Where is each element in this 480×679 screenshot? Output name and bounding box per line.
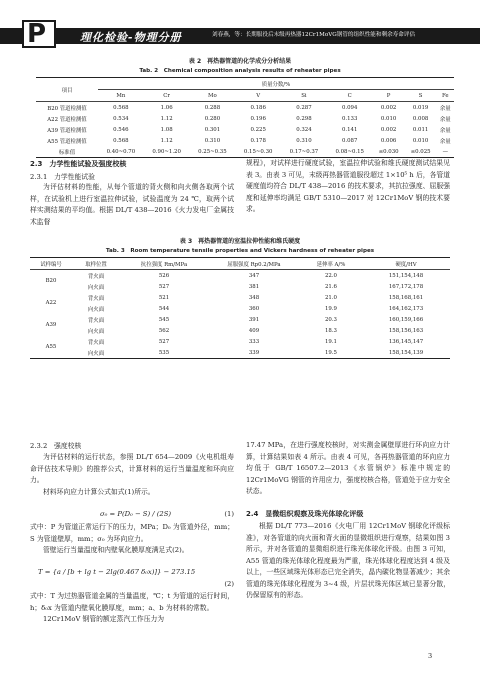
table-cell: 545 [158,316,170,323]
paragraph-2-3-2-a: 为评估材料的运行状态，参照 DL/T 654—2009《火电机组寿命评估技术导则》的推荐公式，计算材料的运行当量温度和环向应力。 材料环向应力计算公式如式(1)所示。 [30,453,234,496]
table-cell: 347 [248,272,260,279]
table-cell: 0.010 [380,115,397,122]
table-cell: 158,154,139 [388,349,424,356]
table-cell: 向火面 [87,284,105,291]
paragraph-right-bottom-a: 17.47 MPa，在进行强度校核时，对实测金属壁厚进行环向应力计算，计算结果如表 4 所示。由表 4 可见，各再热器管道的环向应力均低于 GB/T 16507.2—2013《水管锅炉》标准中规定的 12Cr1MoVG 钢管的许用应力，强度校核合格，管道处于应力安全状态。 [246,441,450,495]
table-cell: 0.178 [250,137,266,144]
table-cell: 0.133 [341,115,358,122]
table-cell: 背火面 [87,317,105,324]
table-cell: 0.288 [204,104,221,111]
table-cell: 0.568 [113,137,129,144]
table-cell: 余量 [439,105,451,112]
table-cell: 0.534 [113,115,129,122]
table2-column-header: Fe [441,92,449,99]
sample-id: B20 [45,278,57,284]
section-heading-2-3: 2.3 力学性能试验及强度校核 [30,160,127,168]
table2-column-header: Cr [163,92,170,99]
table3-column-header: 屈服强度 Rp0.2/MPa [208,258,300,270]
paragraph-2-3-2-c: 式中：T 为过热器管道金属的当量温度，℃；t 为管道的运行时间，h；δ₀x 为管道内壁氧化膜厚度，mm；a、b 为材料的常数。 12Cr1MoV 钢管的额定蒸汽工作压力为 [30,592,234,623]
table3-column-header: 延伸率 A/% [300,258,362,270]
table-cell: 0.087 [341,137,358,144]
table-cell: ≤0.030 [378,148,399,155]
formula-1: σ₀ = P(D₀ − S) / (2S) (1) [100,510,234,518]
running-header: 刘春燕，等：长期服役后末级再热器12Cr1MoVG钢管的组织性能和剩余寿命评估 [212,32,416,38]
table-cell: 0.324 [296,126,312,133]
formula-2: T = {a / [b + lg t − 2lg(0.467 δ₀x)]} − 273.15 [38,568,196,576]
table-cell: 333 [248,338,260,345]
table-cell: 余量 [439,138,451,145]
table-row [30,292,450,303]
table-row [36,135,454,146]
table-cell: 381 [248,283,260,290]
journal-logo: P [22,20,56,48]
table-cell: 160,159,166 [388,316,424,323]
paragraph-2-3-1: 为评估材料的性能，从每个管道的背火侧和向火侧各取两个试样，在试验机上进行室温拉伸试验，试验温度为 24 ℃，取两个试样实测结果的平均值。根据 DL/T 438—2016《火力发电厂金属技术监督 [30,183,234,226]
sample-id: A39 [45,322,57,328]
table-cell: 1.08 [160,126,173,133]
table-cell: 535 [158,349,170,356]
paragraph-right-top: 规程》，对试样进行硬度试验，室温拉伸试验和维氏硬度测试结果见表 3。由表 3 可见，末级再热器管道服役超过 1×10⁵ h 后，各管道硬度值均符合 DL/T 438—2016 的技术要求，其抗拉强度、屈服强度和延伸率均满足 GB/T 5310—2017 对 12Cr1MoV 钢的技术要求。 [246,159,450,213]
table2-column-header: S [418,92,423,99]
table2-column-header: Mo [208,92,217,99]
table-row [36,102,454,114]
table-cell: 21.6 [324,283,337,290]
table-cell: 0.186 [250,104,266,111]
table-cell: 562 [158,327,170,334]
row-label: A55 管道检测值 [47,138,87,145]
table-cell: 0.25~0.35 [198,148,227,155]
table-cell: 0.546 [113,126,129,133]
table2-caption-en: Tab. 2 Chemical composition analysis results of reheater pipes [139,68,341,74]
table-row [36,124,454,135]
table-cell: 360 [248,305,260,312]
page-number: 3 [428,652,433,660]
table-cell: 背火面 [87,273,105,280]
table3 [30,257,450,359]
row-label: 标准值 [58,149,76,156]
table-cell: 向火面 [87,350,105,357]
table2-caption-cn: 表 2 再热器管道的化学成分分析结果 [188,58,292,65]
table2-group-header: 质量分数/% [98,78,454,90]
journal-title: 理化检验-物理分册 [80,31,182,44]
table-cell: 背火面 [87,339,105,346]
table-cell: 0.225 [250,126,266,133]
table2 [36,77,454,158]
table-cell: 18.3 [324,327,337,334]
paragraph-2-4: 根据 DL/T 773—2016《火电厂用 12Cr1MoV 钢球化评级标准》，对各管道的向火面和背火面的显微组织进行观察，结果如图 3 所示，并对各管道的显微组织进行珠光体球化评级。由图 3 可知，A55 管道的珠光体球化程度最为严重，珠光体球化程度达到 4 级及以上，一些区域珠光体形态已完全消失，晶内碳化物显著减少；其余管道的珠光体球化程度为 3~4 级，片层状珠光体区域已显著分散，仍保留原有的形态。 [246,522,450,599]
table-cell: 19.1 [324,338,337,345]
table-row [30,270,450,282]
table-cell: 348 [248,294,260,301]
table-cell: 21.0 [324,294,337,301]
table3-caption-en: Tab. 3 Room temperature tensile properties and Vickers hardness of reheater pipes [105,248,375,254]
table-cell: 391 [248,316,260,323]
row-label: B20 管道检测值 [47,105,87,112]
table-cell: 527 [158,283,170,290]
table-cell: 164,162,173 [388,305,424,312]
table-cell: 544 [158,305,170,312]
table-cell: — [442,148,448,155]
table3-column-header: 取样位置 [72,258,120,270]
table-cell: 余量 [439,116,451,123]
table-cell: 背火面 [87,295,105,302]
table-row [36,146,454,158]
table-cell: ≤0.025 [410,148,431,155]
table-cell: 339 [248,349,260,356]
table-cell: 0.298 [296,115,312,122]
table3-column-header: 硬度/HV [362,258,450,270]
table-cell: 0.006 [380,137,397,144]
table-cell: 向火面 [87,328,105,335]
table-row [30,325,450,336]
table-cell: 0.17~0.37 [289,148,319,155]
table-cell: 1.06 [160,104,173,111]
table-cell: 0.008 [412,115,429,122]
table-row [30,347,450,359]
subsection-heading-2-3-1: 2.3.1 力学性能试验 [30,173,95,181]
table-cell: 158,168,161 [388,294,424,301]
table-cell: 136,145,147 [388,338,424,345]
table-cell: 19.9 [324,305,337,312]
table-cell: 167,172,178 [388,283,424,290]
table-cell: 0.141 [341,126,358,133]
table2-column-header: C [347,92,352,99]
section-heading-2-4: 2.4 显微组织观察及珠光体球化评级 [246,510,364,518]
table2-column-header: Mn [116,92,126,99]
table3-column-header: 抗拉强度 Rm/MPa [120,258,208,270]
table2-column-header: V [256,92,261,99]
table-cell: 0.196 [250,115,266,122]
table2-column-header: P [386,92,391,99]
table2-item-header: 项目 [36,78,98,102]
row-label: A22 管道检测值 [47,116,87,123]
table-cell: 0.301 [204,126,221,133]
table-cell: 0.002 [380,104,397,111]
table-cell: 0.08~0.15 [335,148,364,155]
table-cell: 0.40~0.70 [106,148,136,155]
table-cell: 0.310 [204,137,221,144]
table-row [30,281,450,292]
table-cell: 521 [158,294,170,301]
table-cell: 151,154,148 [388,272,424,279]
table-row [36,113,454,124]
table3-caption-cn: 表 3 再热器管道的室温拉伸性能和维氏硬度 [179,238,301,245]
table-cell: 0.019 [412,104,429,111]
table-cell: 158,156,163 [388,327,424,334]
table-row [30,314,450,325]
table-cell: 余量 [439,127,451,134]
table2-column-header: Si [301,92,307,99]
sample-id: A22 [45,300,57,306]
subsection-heading-2-3-2: 2.3.2 强度校核 [30,442,82,450]
table-cell: 1.12 [160,137,173,144]
table-cell: 526 [158,272,170,279]
table-cell: 0.094 [341,104,358,111]
table-cell: 向火面 [87,306,105,313]
table-row [30,336,450,347]
table-cell: 19.5 [324,349,337,356]
table-cell: 0.568 [113,104,129,111]
table-cell: 409 [248,327,260,334]
table-cell: 22.0 [324,272,337,279]
table-cell: 0.002 [380,126,397,133]
table-cell: 0.15~0.30 [243,148,273,155]
table3-column-header: 试样编号 [30,258,72,270]
paragraph-2-3-2-b: 式中：P 为管道正常运行下的压力，MPa；D₀ 为管道外径，mm；S 为管道壁厚，mm；σ₀ 为环向应力。 管壁运行当量温度和内壁氧化膜厚度满足式(2)。 [30,523,234,554]
sample-id: A55 [45,344,57,350]
table-cell: 527 [158,338,170,345]
table-cell: 1.12 [160,115,173,122]
table-cell: 20.3 [324,316,337,323]
table-cell: 0.310 [296,137,312,144]
table-cell: 0.010 [412,137,429,144]
table-cell: 0.90~1.20 [152,148,181,155]
table-cell: 0.280 [204,115,221,122]
row-label: A39 管道检测值 [47,127,87,134]
table-cell: 0.011 [412,126,429,133]
table-cell: 0.287 [296,104,312,111]
table-row [30,303,450,314]
